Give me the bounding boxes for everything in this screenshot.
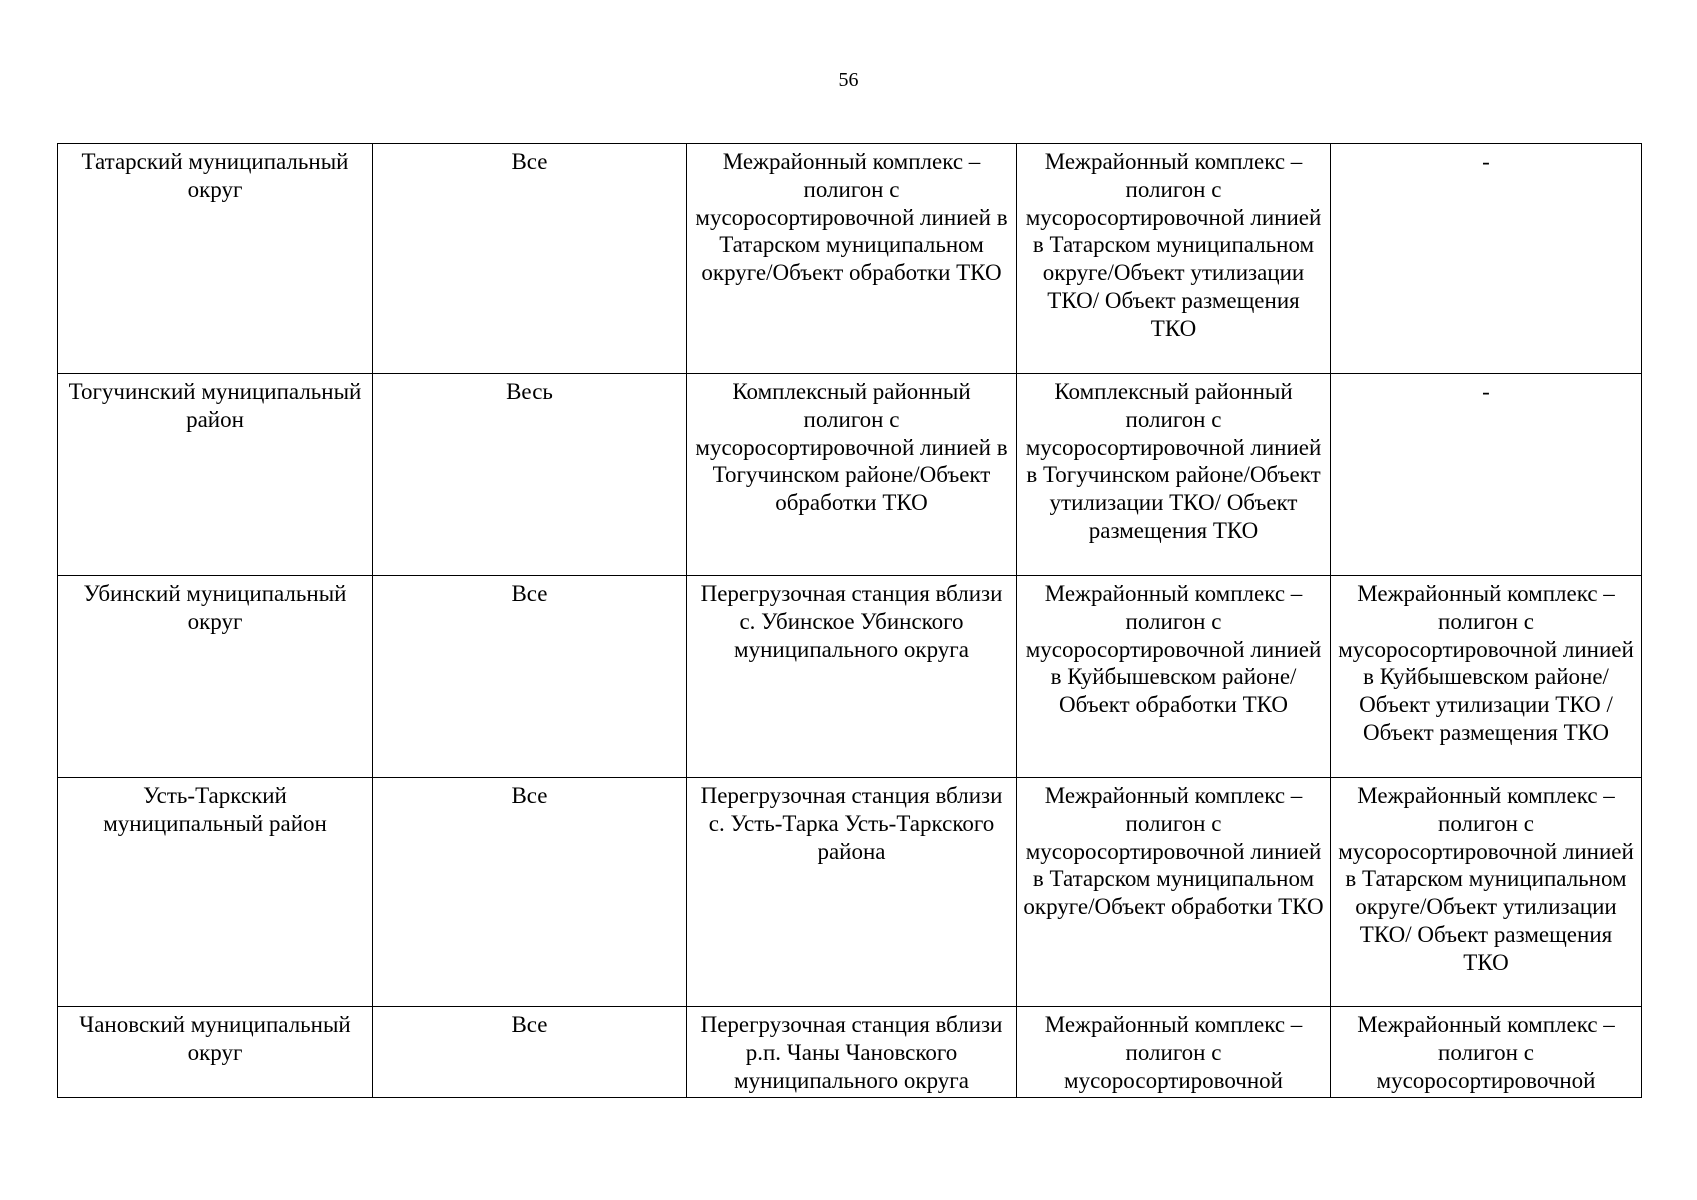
second-facility-cell: Комплексный районный полигон с мусоросортировочной линией в Тогучинском районе/Объект утилизации ТКО/ Объект размещения ТКО (1017, 374, 1331, 576)
settlements-cell: Все (373, 778, 687, 1007)
second-facility-cell: Межрайонный комплекс – полигон с мусоросортировочной линией в Татарском муниципальном округе/Объект утилизации ТКО/ Объект размещения ТКО (1017, 144, 1331, 374)
first-facility-cell: Межрайонный комплекс – полигон с мусоросортировочной линией в Татарском муниципальном округе/Объект обработки ТКО (687, 144, 1017, 374)
first-facility-cell: Перегрузочная станция вблизи с. Убинское Убинского муниципального округа (687, 576, 1017, 778)
territory-cell: Чановский муниципальный округ (58, 1007, 373, 1098)
first-facility-cell: Комплексный районный полигон с мусоросортировочной линией в Тогучинском районе/Объект обработки ТКО (687, 374, 1017, 576)
table-row (58, 1007, 1642, 1098)
page-number: 56 (838, 69, 859, 91)
third-facility-cell: - (1331, 144, 1642, 374)
third-facility-cell: Межрайонный комплекс – полигон с мусоросортировочной линией в Куйбышевском районе/Объект утилизации ТКО / Объект размещения ТКО (1331, 576, 1642, 778)
third-facility-cell: Межрайонный комплекс – полигон с мусоросортировочной (1331, 1007, 1642, 1098)
settlements-cell: Все (373, 144, 687, 374)
territory-cell: Убинский муниципальный округ (58, 576, 373, 778)
table-row (58, 778, 1642, 1007)
table-row (58, 144, 1642, 374)
third-facility-cell: - (1331, 374, 1642, 576)
first-facility-cell: Перегрузочная станция вблизи с. Усть-Тарка Усть-Таркского района (687, 778, 1017, 1007)
territory-cell: Татарский муниципальный округ (58, 144, 373, 374)
second-facility-cell: Межрайонный комплекс – полигон с мусоросортировочной линией в Куйбышевском районе/Объект обработки ТКО (1017, 576, 1331, 778)
table-row (58, 374, 1642, 576)
second-facility-cell: Межрайонный комплекс – полигон с мусоросортировочной линией в Татарском муниципальном округе/Объект обработки ТКО (1017, 778, 1331, 1007)
waste-routing-table (57, 143, 1642, 1098)
settlements-cell: Все (373, 1007, 687, 1098)
table-row (58, 576, 1642, 778)
second-facility-cell: Межрайонный комплекс – полигон с мусоросортировочной (1017, 1007, 1331, 1098)
first-facility-cell: Перегрузочная станция вблизи р.п. Чаны Чановского муниципального округа (687, 1007, 1017, 1098)
third-facility-cell: Межрайонный комплекс – полигон с мусоросортировочной линией в Татарском муниципальном округе/Объект утилизации ТКО/ Объект размещения ТКО (1331, 778, 1642, 1007)
settlements-cell: Все (373, 576, 687, 778)
settlements-cell: Весь (373, 374, 687, 576)
territory-cell: Усть-Таркский муниципальный район (58, 778, 373, 1007)
territory-cell: Тогучинский муниципальный район (58, 374, 373, 576)
